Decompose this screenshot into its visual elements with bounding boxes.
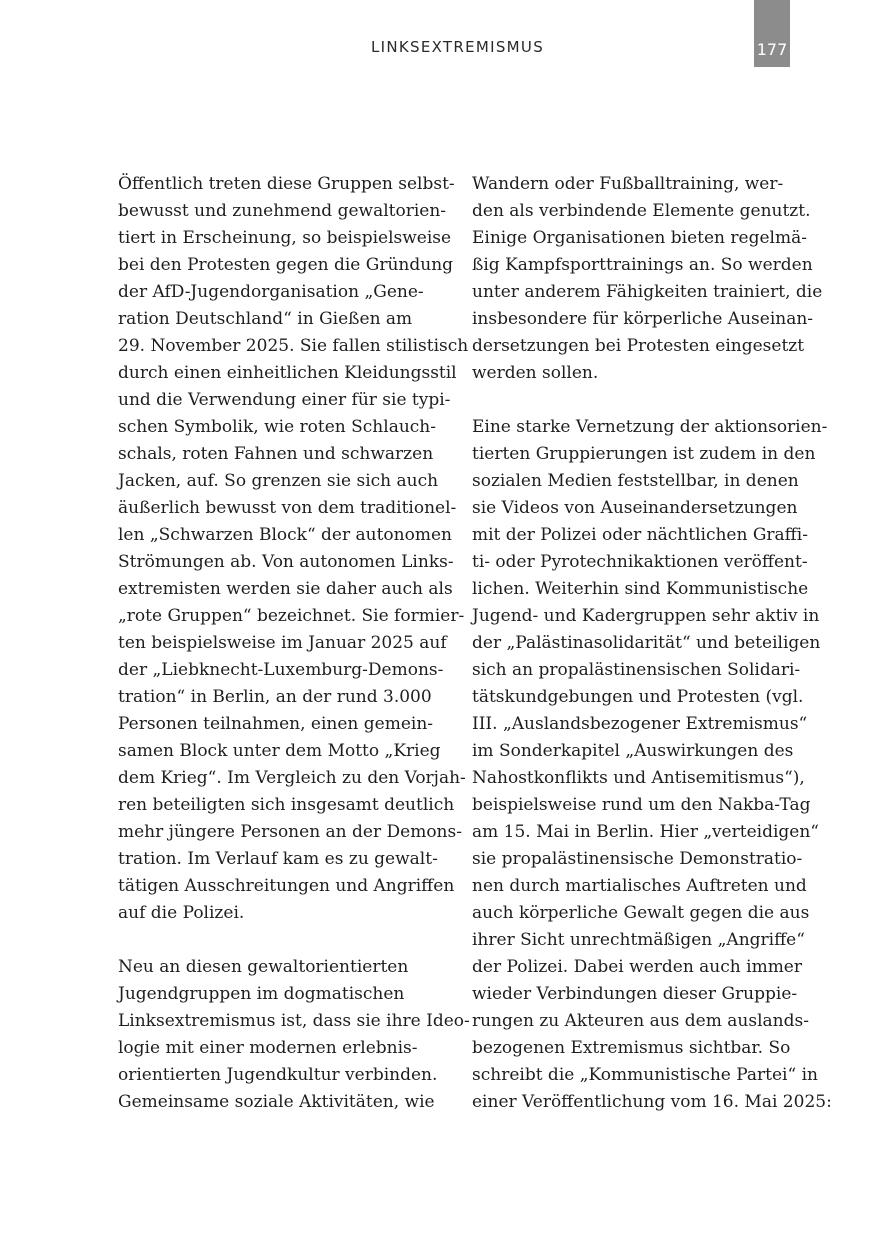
text-line: Wandern oder Fußballtraining, wer- — [472, 174, 784, 194]
text-line: Linksextremismus ist, dass sie ihre Ideo- — [118, 1011, 470, 1031]
paragraph — [472, 414, 832, 1116]
text-line: tration. Im Verlauf kam es zu gewalt- — [118, 849, 438, 869]
text-line: tätskundgebungen und Protesten (vgl. — [472, 687, 804, 707]
text-line: „rote Gruppen“ bezeichnet. Sie formier- — [118, 606, 465, 626]
text-line: Jacken, auf. So grenzen sie sich auch — [118, 471, 439, 491]
text-line: mehr jüngere Personen an der Demons- — [118, 822, 462, 842]
text-line: beispielsweise rund um den Nakba-Tag — [472, 795, 811, 815]
text-line: orientierten Jugendkultur verbinden. — [118, 1065, 438, 1085]
text-line: einer Veröffentlichung vom 16. Mai 2025: — [472, 1092, 832, 1112]
text-line: tätigen Ausschreitungen und Angriffen — [118, 876, 455, 896]
text-line: extremisten werden sie daher auch als — [118, 579, 453, 599]
text-line: ren beteiligten sich insgesamt deutlich — [118, 795, 455, 815]
text-line: rungen zu Akteuren aus dem auslands- — [472, 1011, 809, 1031]
left-text-column — [118, 171, 470, 1116]
text-line: Eine starke Vernetzung der aktionsorien- — [472, 417, 828, 437]
text-line: bei den Protesten gegen die Gründung — [118, 255, 454, 275]
text-line: Jugendgruppen im dogmatischen — [118, 984, 405, 1004]
text-line: 29. November 2025. Sie fallen stilistisch — [118, 336, 469, 356]
text-line: sozialen Medien feststellbar, in denen — [472, 471, 799, 491]
text-line: der AfD-Jugendorganisation „Gene- — [118, 282, 424, 302]
text-line: III. „Auslandsbezogener Extremismus“ — [472, 714, 808, 734]
paragraph — [118, 954, 470, 1116]
text-line: sie Videos von Auseinandersetzungen — [472, 498, 798, 518]
text-line: den als verbindende Elemente genutzt. — [472, 201, 811, 221]
text-line: Öffentlich treten diese Gruppen selbst- — [118, 174, 455, 194]
text-line: insbesondere für körperliche Auseinan- — [472, 309, 814, 329]
text-line: ten beispielsweise im Januar 2025 auf — [118, 633, 447, 653]
text-line: am 15. Mai in Berlin. Hier „verteidigen“ — [472, 822, 819, 842]
text-line: Jugend- und Kadergruppen sehr aktiv in — [472, 606, 820, 626]
text-line: der „Palästinasolidarität“ und beteiligen — [472, 633, 821, 653]
text-line: auf die Polizei. — [118, 903, 245, 923]
text-line: dersetzungen bei Protesten eingesetzt — [472, 336, 805, 356]
running-head-title: LINKSEXTREMISMUS — [370, 38, 545, 56]
text-line: äußerlich bewusst von dem traditionel- — [118, 498, 457, 518]
right-text-column — [472, 171, 832, 1116]
text-line: ration Deutschland“ in Gießen am — [118, 309, 413, 329]
paragraph — [472, 171, 823, 387]
text-line: der Polizei. Dabei werden auch immer — [472, 957, 802, 977]
text-line: tierten Gruppierungen ist zudem in den — [472, 444, 816, 464]
text-line: Einige Organisationen bieten regelmä- — [472, 228, 807, 248]
text-line: mit der Polizei oder nächtlichen Graffi- — [472, 525, 808, 545]
text-line: logie mit einer modernen erlebnis- — [118, 1038, 418, 1058]
text-line: dem Krieg“. Im Vergleich zu den Vorjah- — [118, 768, 466, 788]
text-line: ßig Kampfsporttrainings an. So werden — [472, 255, 813, 275]
text-line: Strömungen ab. Von autonomen Links- — [118, 552, 454, 572]
text-line: und die Verwendung einer für sie typi- — [118, 390, 451, 410]
text-line: ihrer Sicht unrechtmäßigen „Angriffe“ — [472, 930, 805, 950]
text-line: Neu an diesen gewaltorientierten — [118, 957, 409, 977]
text-line: len „Schwarzen Block“ der autonomen — [118, 525, 452, 545]
text-line: nen durch martialisches Auftreten und — [472, 876, 807, 896]
text-line: tiert in Erscheinung, so beispielsweise — [118, 228, 452, 248]
paragraph-gap — [472, 387, 802, 414]
text-line: wieder Verbindungen dieser Gruppie- — [472, 984, 798, 1004]
text-line: Gemeinsame soziale Aktivitäten, wie — [118, 1092, 435, 1112]
text-line: lichen. Weiterhin sind Kommunistische — [472, 579, 809, 599]
text-line: bezogenen Extremismus sichtbar. So — [472, 1038, 791, 1058]
text-line: schen Symbolik, wie roten Schlauch- — [118, 417, 436, 437]
text-line: ti- oder Pyrotechnikaktionen veröffent- — [472, 552, 808, 572]
text-line: schreibt die „Kommunistische Partei“ in — [472, 1065, 818, 1085]
text-line: werden sollen. — [472, 363, 599, 383]
paragraph — [118, 171, 469, 927]
text-line: auch körperliche Gewalt gegen die aus — [472, 903, 810, 923]
text-line: sie propalästinensische Demonstratio- — [472, 849, 803, 869]
text-line: schals, roten Fahnen und schwarzen — [118, 444, 434, 464]
text-line: Personen teilnahmen, einen gemein- — [118, 714, 434, 734]
text-line: unter anderem Fähigkeiten trainiert, die — [472, 282, 823, 302]
text-line: samen Block unter dem Motto „Krieg — [118, 741, 441, 761]
paragraph-gap — [118, 927, 448, 954]
text-line: tration“ in Berlin, an der rund 3.000 — [118, 687, 432, 707]
text-line: sich an propalästinensischen Solidari- — [472, 660, 801, 680]
page-number-tab — [754, 0, 790, 67]
text-line: Nahostkonflikts und Antisemitismus“), — [472, 768, 805, 788]
text-line: im Sonderkapitel „Auswirkungen des — [472, 741, 794, 761]
text-line: durch einen einheitlichen Kleidungsstil — [118, 363, 457, 383]
text-line: bewusst und zunehmend gewaltorien- — [118, 201, 447, 221]
page-number: 177 — [756, 40, 788, 59]
text-line: der „Liebknecht-Luxemburg-Demons- — [118, 660, 444, 680]
